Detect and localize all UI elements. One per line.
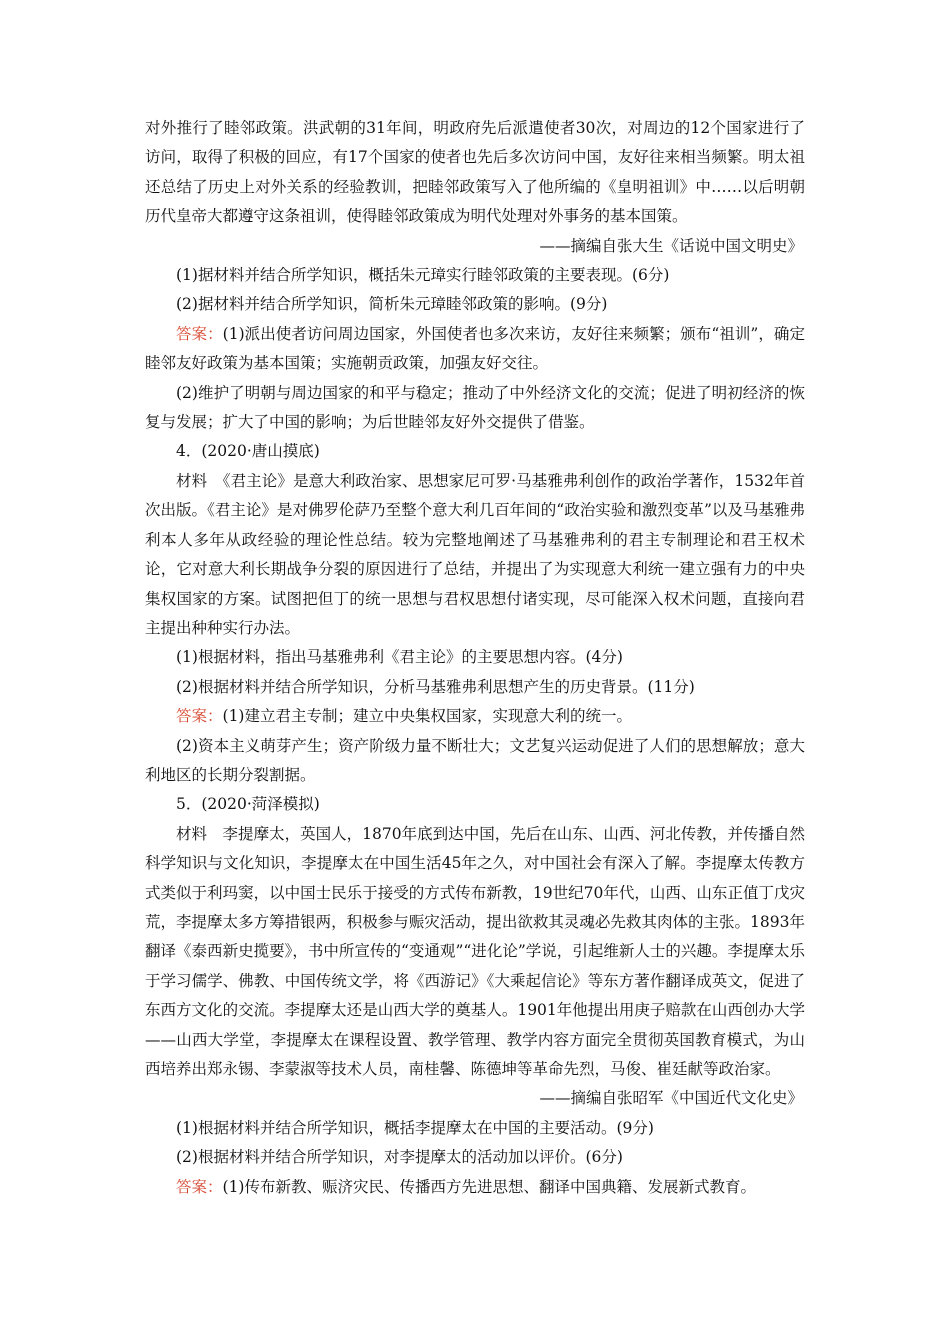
q4-material-text: 材料 《君主论》是意大利政治家、思想家尼可罗·马基雅弗利创作的政治学著作，1532年首次出版。《君主论》是对佛罗伦萨乃至整个意大利几百年间的“政治实验和激烈变革”以及马基雅弗利本人多年从政经验的理论性总结。较为完整地阐述了马基雅弗利的君主专制理论和君王权术论，它对意大利长期战争分裂的原因进行了总结，并提出了为实现意大利统一建立强有力的中央集权国家的方案。试图把但丁的统一思想与君权思想付诸实现，尽可能深入权术问题，直接向君主提出种种实行办法。 [145,471,805,637]
q4-sub-question-1: (1)根据材料，指出马基雅弗利《君主论》的主要思想内容。(4分) [176,648,623,667]
q5-heading: 5．(2020·菏泽模拟) [176,795,320,814]
q4-sub-question-2: (2)根据材料并结合所学知识，分析马基雅弗利思想产生的历史背景。(11分) [176,677,695,696]
q3-sub-question-2: (2)据材料并结合所学知识，简析朱元璋睦邻政策的影响。(9分) [176,295,608,314]
q3-answer-1 [145,320,805,379]
q4-answer-2: (2)资本主义萌芽产生；资产阶级力量不断壮大；文艺复兴运动促进了人们的思想解放；意大利地区的长期分裂割据。 [145,736,805,784]
q4-answer-label: 答案： [176,707,223,726]
q4-heading: 4．(2020·唐山摸底) [176,442,320,461]
q5-material-text: 材料 李提摩太，英国人，1870年底到达中国，先后在山东、山西、河北传教，并传播自然科学知识与文化知识，李提摩太在中国生活45年之久，对中国社会有深入了解。李提摩太传教方式类似于利玛窦，以中国士民乐于接受的方式传布新教，19世纪70年代，山西、山东正值丁戊灾荒，李提摩太多方筹措银两，积极参与赈灾活动，提出欲救其灵魂必先救其肉体的主张。1893年翻译《泰西新史揽要》，书中所宣传的“变通观”“进化论”学说，引起维新人士的兴趣。李提摩太乐于学习儒学、佛教、中国传统文学，将《西游记》《大乘起信论》等东方著作翻译成英文，促进了东西方文化的交流。李提摩太还是山西大学的奠基人。1901年他提出用庚子赔款在山西创办大学——山西大学堂，李提摩太在课程设置、教学管理、教学内容方面完全贯彻英国教育模式，为山西培养出郑永锡、李蒙淑等技术人员，南桂馨、陈德坤等革命先烈，马俊、崔廷献等政治家。 [145,824,805,1078]
q3-source: ——摘编自张大生《话说中国文明史》 [539,236,803,255]
q3-material-text: 对外推行了睦邻政策。洪武朝的31年间，明政府先后派遣使者30次，对周边的12个国家进行了访问，取得了积极的回应，有17个国家的使者也先后多次访问中国，友好往来相当频繁。明太祖还总结了历史上对外关系的经验教训，把睦邻政策写入了他所编的《皇明祖训》中……以后明朝历代皇帝大都遵守这条祖训，使得睦邻政策成为明代处理对外事务的基本国策。 [145,119,805,226]
q5-answer-1 [145,1173,805,1202]
q5-answer-label: 答案： [176,1177,223,1196]
q5-sub-question-1: (1)根据材料并结合所学知识，概括李提摩太在中国的主要活动。(9分) [176,1118,654,1137]
q5-source: ——摘编自张昭军《中国近代文化史》 [539,1089,803,1108]
q5-sub-question-2: (2)根据材料并结合所学知识，对李提摩太的活动加以评价。(6分) [176,1148,623,1167]
q3-sub-question-1: (1)据材料并结合所学知识，概括朱元璋实行睦邻政策的主要表现。(6分) [176,266,670,285]
q3-answer-label: 答案： [176,324,223,343]
q4-answer-1 [145,702,805,731]
q5-answer-1-text: (1)传布新教、赈济灾民、传播西方先进思想、翻译中国典籍、发展新式教育。 [222,1177,756,1196]
q3-answer-1-text: (1)派出使者访问周边国家，外国使者也多次来访，友好往来频繁；颁布“祖训”，确定睦邻友好政策为基本国策；实施朝贡政策，加强友好交往。 [145,324,805,373]
document-page [145,114,805,1202]
q3-answer-2: (2)维护了明朝与周边国家的和平与稳定；推动了中外经济文化的交流；促进了明初经济的恢复与发展；扩大了中国的影响；为后世睦邻友好外交提供了借鉴。 [145,383,805,432]
q4-answer-1-text: (1)建立君主专制；建立中央集权国家，实现意大利的统一。 [222,707,632,726]
